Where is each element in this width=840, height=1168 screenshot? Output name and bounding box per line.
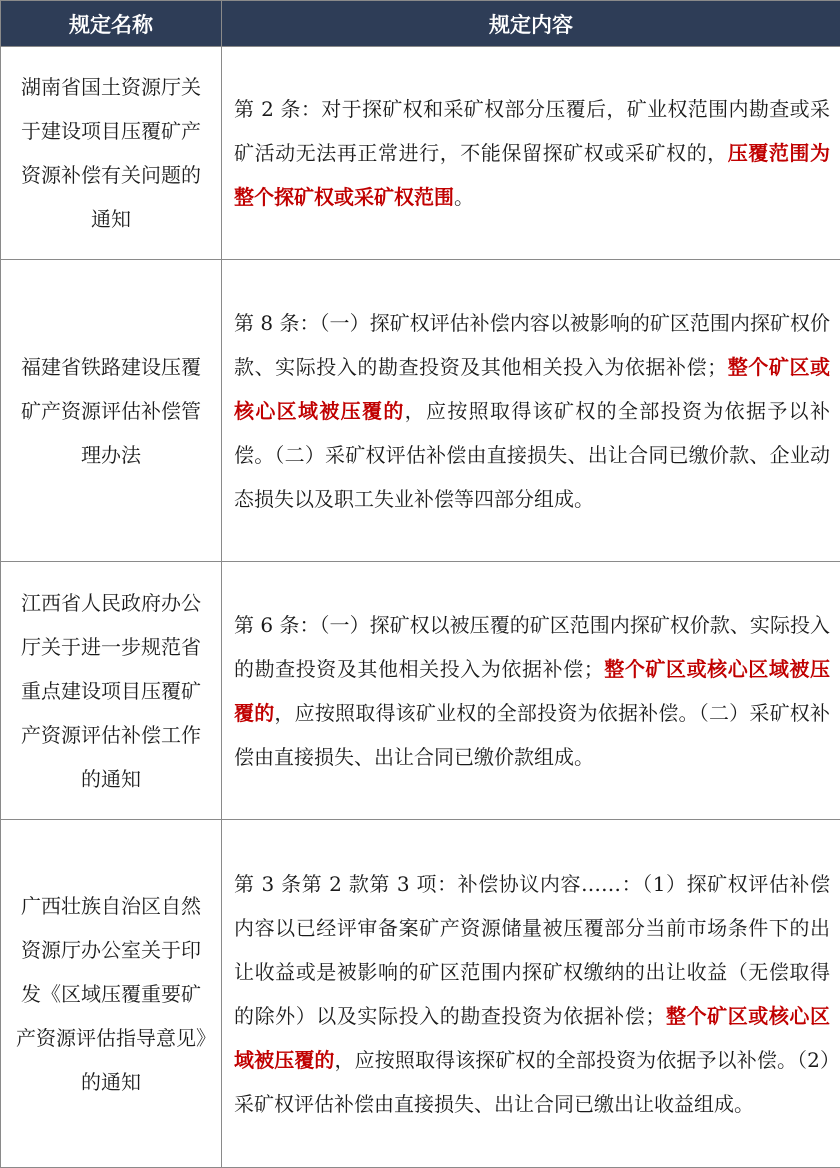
regulation-name: 江西省人民政府办公厅关于进一步规范省重点建设项目压覆矿产资源评估补偿工作的通知 bbox=[1, 562, 222, 820]
content-text: ，应按照取得该矿业权的全部投资为依据补偿。（二）采矿权补偿由直接损失、出让合同已缴价款组成。 bbox=[234, 701, 830, 769]
content-text: 第 6 条：（一）探矿权以被压覆的矿区范围内探矿权价款、实际投入的勘查投资及其他相关投入为依据补偿； bbox=[234, 613, 830, 681]
regulation-name: 广西壮族自治区自然资源厅办公室关于印发《区域压覆重要矿产资源评估指导意见》的通知 bbox=[1, 820, 222, 1168]
regulation-name: 湖南省国土资源厅关于建设项目压覆矿产资源补偿有关问题的通知 bbox=[1, 47, 222, 260]
regulation-content bbox=[222, 260, 840, 562]
content-text: 。 bbox=[454, 185, 474, 209]
content-text: 第 3 条第 2 款第 3 项：补偿协议内容……：（1）探矿权评估补偿内容以已经评审备案矿产资源储量被压覆部分当前市场条件下的出让收益或是被影响的矿区范围内探矿权缴纳的出让收益（无偿取得的除外）以及实际投入的勘查投资为依据补偿； bbox=[234, 872, 830, 1028]
table-row bbox=[1, 260, 840, 562]
regulation-content bbox=[222, 562, 840, 820]
highlighted-text: 整个矿区或核心区域被压覆的 bbox=[234, 1004, 830, 1072]
content-text: ，应按照取得该矿权的全部投资为依据予以补偿。（二）采矿权评估补偿由直接损失、出让合同已缴价款、企业动态损失以及职工失业补偿等四部分组成。 bbox=[234, 399, 830, 511]
header-regulation-name: 规定名称 bbox=[1, 1, 222, 47]
table-header-row bbox=[1, 1, 840, 47]
table-row bbox=[1, 562, 840, 820]
content-text: 第 8 条：（一）探矿权评估补偿内容以被影响的矿区范围内探矿权价款、实际投入的勘查投资及其他相关投入为依据补偿； bbox=[234, 311, 830, 379]
highlighted-text: 整个矿区或核心区域被压覆的 bbox=[234, 355, 830, 423]
regulation-name: 福建省铁路建设压覆矿产资源评估补偿管理办法 bbox=[1, 260, 222, 562]
content-text: 第 2 条：对于探矿权和采矿权部分压覆后，矿业权范围内勘查或采矿活动无法再正常进行，不能保留探矿权或采矿权的， bbox=[234, 97, 830, 165]
regulation-content bbox=[222, 820, 840, 1168]
table-row bbox=[1, 820, 840, 1168]
table-row bbox=[1, 47, 840, 260]
highlighted-text: 整个矿区或核心区域被压覆的 bbox=[234, 657, 830, 725]
header-regulation-content: 规定内容 bbox=[222, 1, 840, 47]
highlighted-text: 压覆范围为整个探矿权或采矿权范围 bbox=[234, 141, 830, 209]
content-text: ，应按照取得该探矿权的全部投资为依据予以补偿。（2）采矿权评估补偿由直接损失、出让合同已缴出让收益组成。 bbox=[234, 1048, 830, 1116]
regulation-content bbox=[222, 47, 840, 260]
